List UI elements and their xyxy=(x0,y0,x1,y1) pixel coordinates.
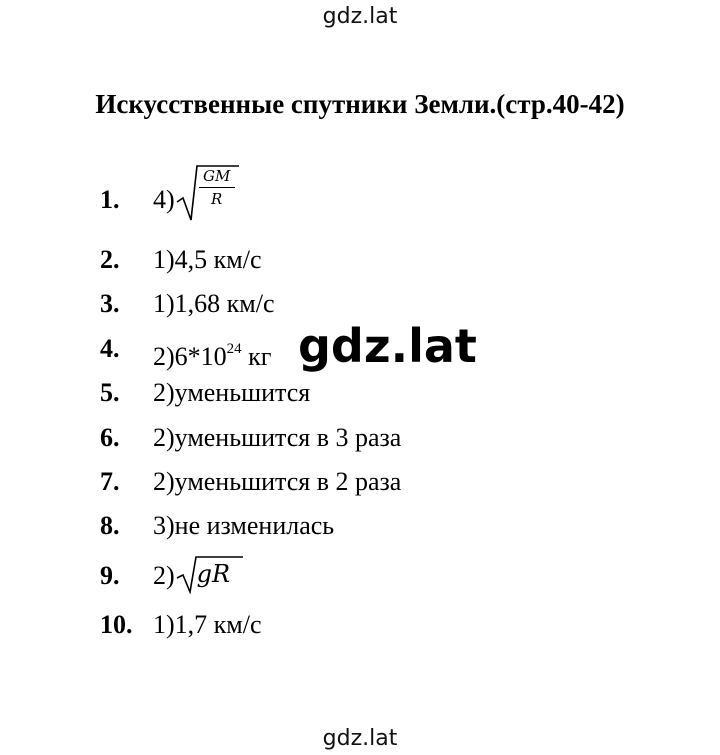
watermark-top: gdz.lat xyxy=(322,4,398,29)
sqrt-formula xyxy=(175,167,241,222)
answer-number: 7. xyxy=(100,467,120,496)
page-title: Искусственные спутники Земли.(стр.40-42) xyxy=(95,89,625,119)
answer-unit: кг xyxy=(241,342,272,371)
answer-number: 4. xyxy=(100,334,120,363)
answer-exponent: 24 xyxy=(226,341,242,357)
watermark-bottom: gdz.lat xyxy=(322,726,398,751)
answer-number: 1. xyxy=(100,185,120,214)
answer-text: 2)уменьшится xyxy=(153,378,311,407)
answer-text: 1)1,68 км/с xyxy=(153,289,275,318)
fraction-denominator: R xyxy=(211,190,223,209)
answer-text: 3)не изменилась xyxy=(153,511,335,540)
answer-number: 9. xyxy=(100,561,120,590)
answer-text: 1)4,5 км/с xyxy=(153,245,262,274)
answer-number: 2. xyxy=(100,245,120,274)
answer-text: 2)уменьшится в 2 раза xyxy=(153,467,402,496)
answer-number: 5. xyxy=(100,378,120,407)
answer-text: 1)1,7 км/с xyxy=(153,610,262,639)
answer-number: 10. xyxy=(100,610,133,639)
answer-option: 2) xyxy=(153,561,175,590)
fraction xyxy=(197,166,237,209)
answer-text xyxy=(153,556,245,598)
fraction-numerator: GM xyxy=(203,167,231,186)
answer-base: 2)6*10 xyxy=(153,342,227,371)
answer-option: 4) xyxy=(153,185,175,214)
answer-text xyxy=(153,329,271,377)
answer-number: 8. xyxy=(100,511,120,540)
answer-number: 6. xyxy=(100,423,120,452)
answer-number: 3. xyxy=(100,289,120,318)
fraction-bar xyxy=(199,187,235,188)
sqrt-radicand: gR xyxy=(196,560,231,589)
sqrt-formula xyxy=(175,558,245,598)
watermark-center: gdz.lat xyxy=(290,318,485,374)
answer-text xyxy=(153,167,241,222)
answer-text: 2)уменьшится в 3 раза xyxy=(153,423,402,452)
